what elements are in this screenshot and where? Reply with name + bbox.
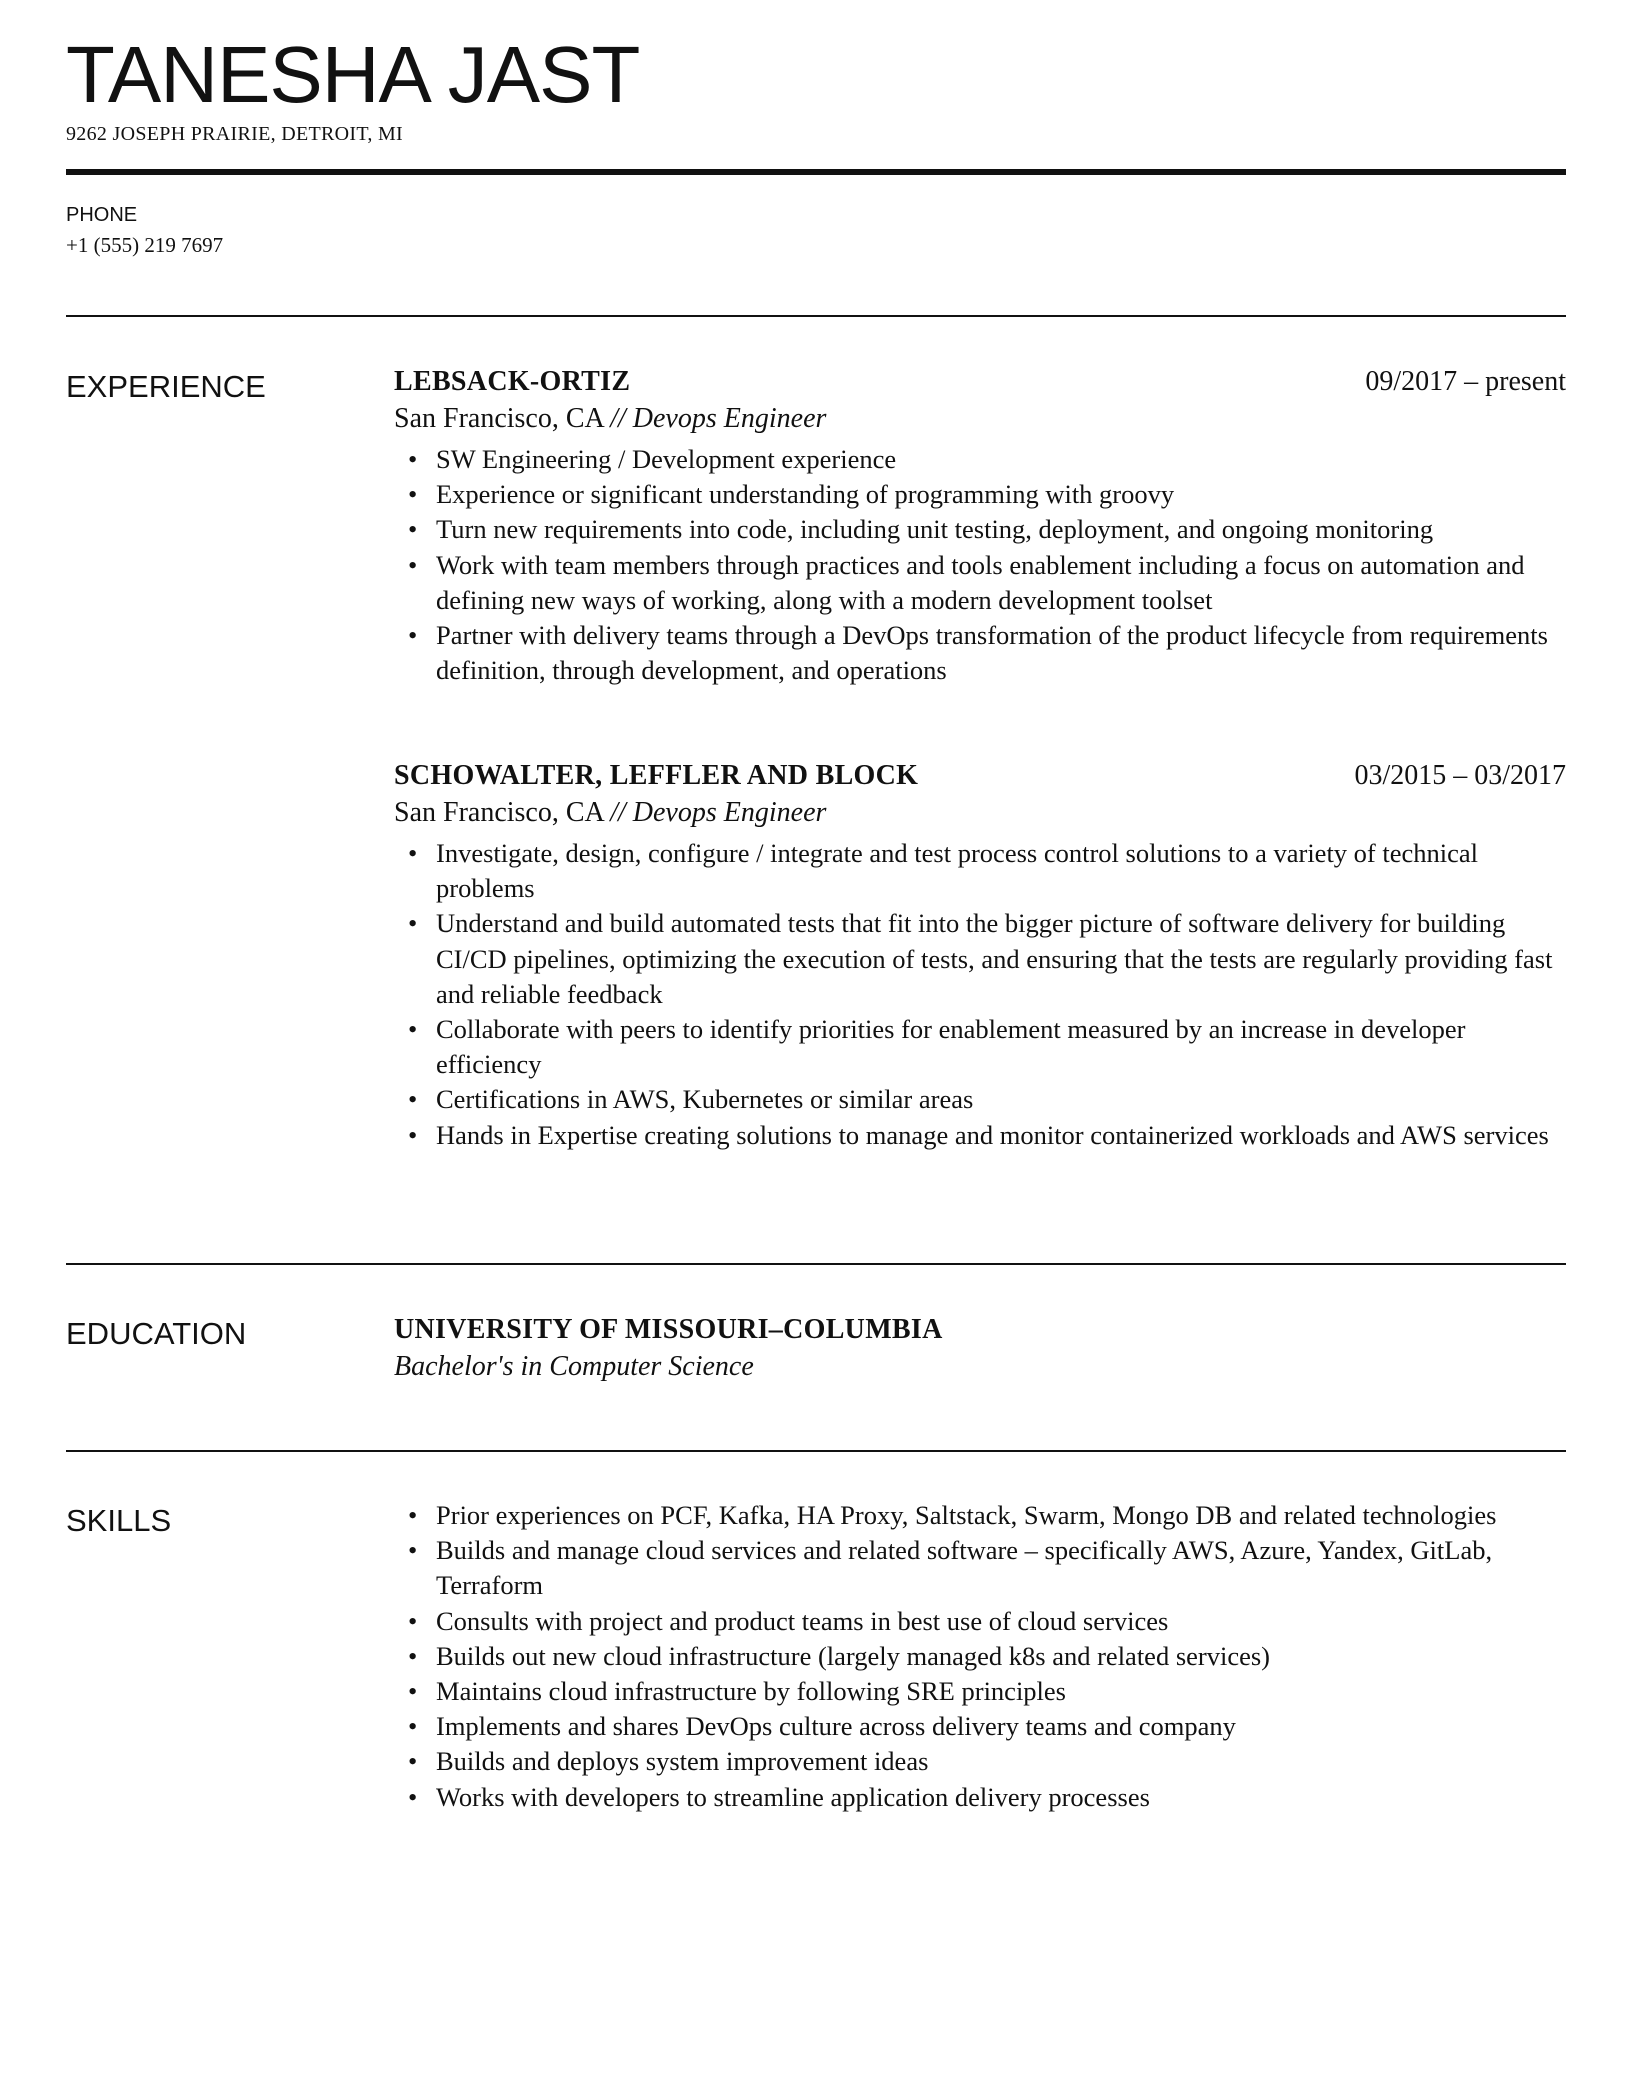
- skills-column: [394, 1498, 1566, 1815]
- job-bullets: [394, 442, 1566, 688]
- education-heading: EDUCATION: [66, 1316, 247, 1351]
- job-dates: 03/2015 – 03/2017: [1354, 760, 1566, 791]
- list-item: • Certifications in AWS, Kubernetes or similar areas: [394, 1082, 1566, 1117]
- experience-heading: EXPERIENCE: [66, 369, 266, 404]
- degree: Bachelor's in Computer Science: [394, 1351, 754, 1382]
- list-item: • Turn new requirements into code, including unit testing, deployment, and ongoing monitoring: [394, 512, 1566, 547]
- experience-column: [394, 364, 1566, 688]
- job-entry: [394, 758, 1566, 1153]
- list-item: • Experience or significant understanding of programming with groovy: [394, 477, 1566, 512]
- job-header: [394, 758, 1566, 794]
- phone-label: PHONE: [66, 204, 138, 226]
- job-location: San Francisco, CA: [394, 403, 604, 434]
- list-item: • Investigate, design, configure / integrate and test process control solutions to a variety of technical problems: [394, 836, 1566, 906]
- education-column: [394, 1312, 1566, 1386]
- separator: //: [610, 403, 626, 434]
- list-item: • Prior experiences on PCF, Kafka, HA Proxy, Saltstack, Swarm, Mongo DB and related technologies: [394, 1498, 1566, 1533]
- list-item: • Builds and manage cloud services and related software – specifically AWS, Azure, Yandex, GitLab, Terraform: [394, 1533, 1566, 1603]
- experience-column-2: [394, 758, 1566, 1153]
- list-item: • Builds and deploys system improvement ideas: [394, 1744, 1566, 1779]
- job-entry: [394, 364, 1566, 688]
- list-item: • Hands in Expertise creating solutions to manage and monitor containerized workloads and AWS services: [394, 1118, 1566, 1153]
- job-dates: 09/2017 – present: [1365, 366, 1566, 397]
- job-role: Devops Engineer: [632, 403, 827, 434]
- company-name: SCHOWALTER, LEFFLER AND BLOCK: [394, 760, 919, 791]
- section-divider: [66, 315, 1566, 317]
- list-item: • Consults with project and product teams in best use of cloud services: [394, 1604, 1566, 1639]
- list-item: • Partner with delivery teams through a DevOps transformation of the product lifecycle from requirements definition, through development, and operations: [394, 618, 1566, 688]
- list-item: • Maintains cloud infrastructure by following SRE principles: [394, 1674, 1566, 1709]
- list-item: • Collaborate with peers to identify priorities for enablement measured by an increase in developer efficiency: [394, 1012, 1566, 1082]
- job-bullets: [394, 836, 1566, 1153]
- company-name: LEBSACK-ORTIZ: [394, 366, 631, 397]
- list-item: • Works with developers to streamline application delivery processes: [394, 1780, 1566, 1815]
- job-location: San Francisco, CA: [394, 797, 604, 828]
- skills-list: [394, 1498, 1566, 1815]
- job-header: [394, 364, 1566, 400]
- list-item: • Understand and build automated tests that fit into the bigger picture of software delivery for building CI/CD pipelines, optimizing the execution of tests, and ensuring that the tests are regularly providing fast and reliable feedback: [394, 906, 1566, 1012]
- phone-number: +1 (555) 219 7697: [66, 233, 224, 257]
- list-item: • Work with team members through practices and tools enablement including a focus on automation and defining new ways of working, along with a modern development toolset: [394, 548, 1566, 618]
- address: 9262 JOSEPH PRAIRIE, DETROIT, MI: [66, 123, 404, 145]
- skills-heading: SKILLS: [66, 1503, 172, 1538]
- list-item: • SW Engineering / Development experience: [394, 442, 1566, 477]
- candidate-name: TANESHA JAST: [66, 30, 640, 119]
- list-item: • Implements and shares DevOps culture across delivery teams and company: [394, 1709, 1566, 1744]
- school-name: UNIVERSITY OF MISSOURI–COLUMBIA: [394, 1314, 943, 1345]
- job-role: Devops Engineer: [632, 797, 827, 828]
- separator: //: [610, 797, 626, 828]
- list-item: • Builds out new cloud infrastructure (largely managed k8s and related services): [394, 1639, 1566, 1674]
- header-divider: [66, 169, 1566, 175]
- job-subline: [394, 400, 1566, 438]
- job-subline: [394, 794, 1566, 832]
- section-divider: [66, 1450, 1566, 1452]
- section-divider: [66, 1263, 1566, 1265]
